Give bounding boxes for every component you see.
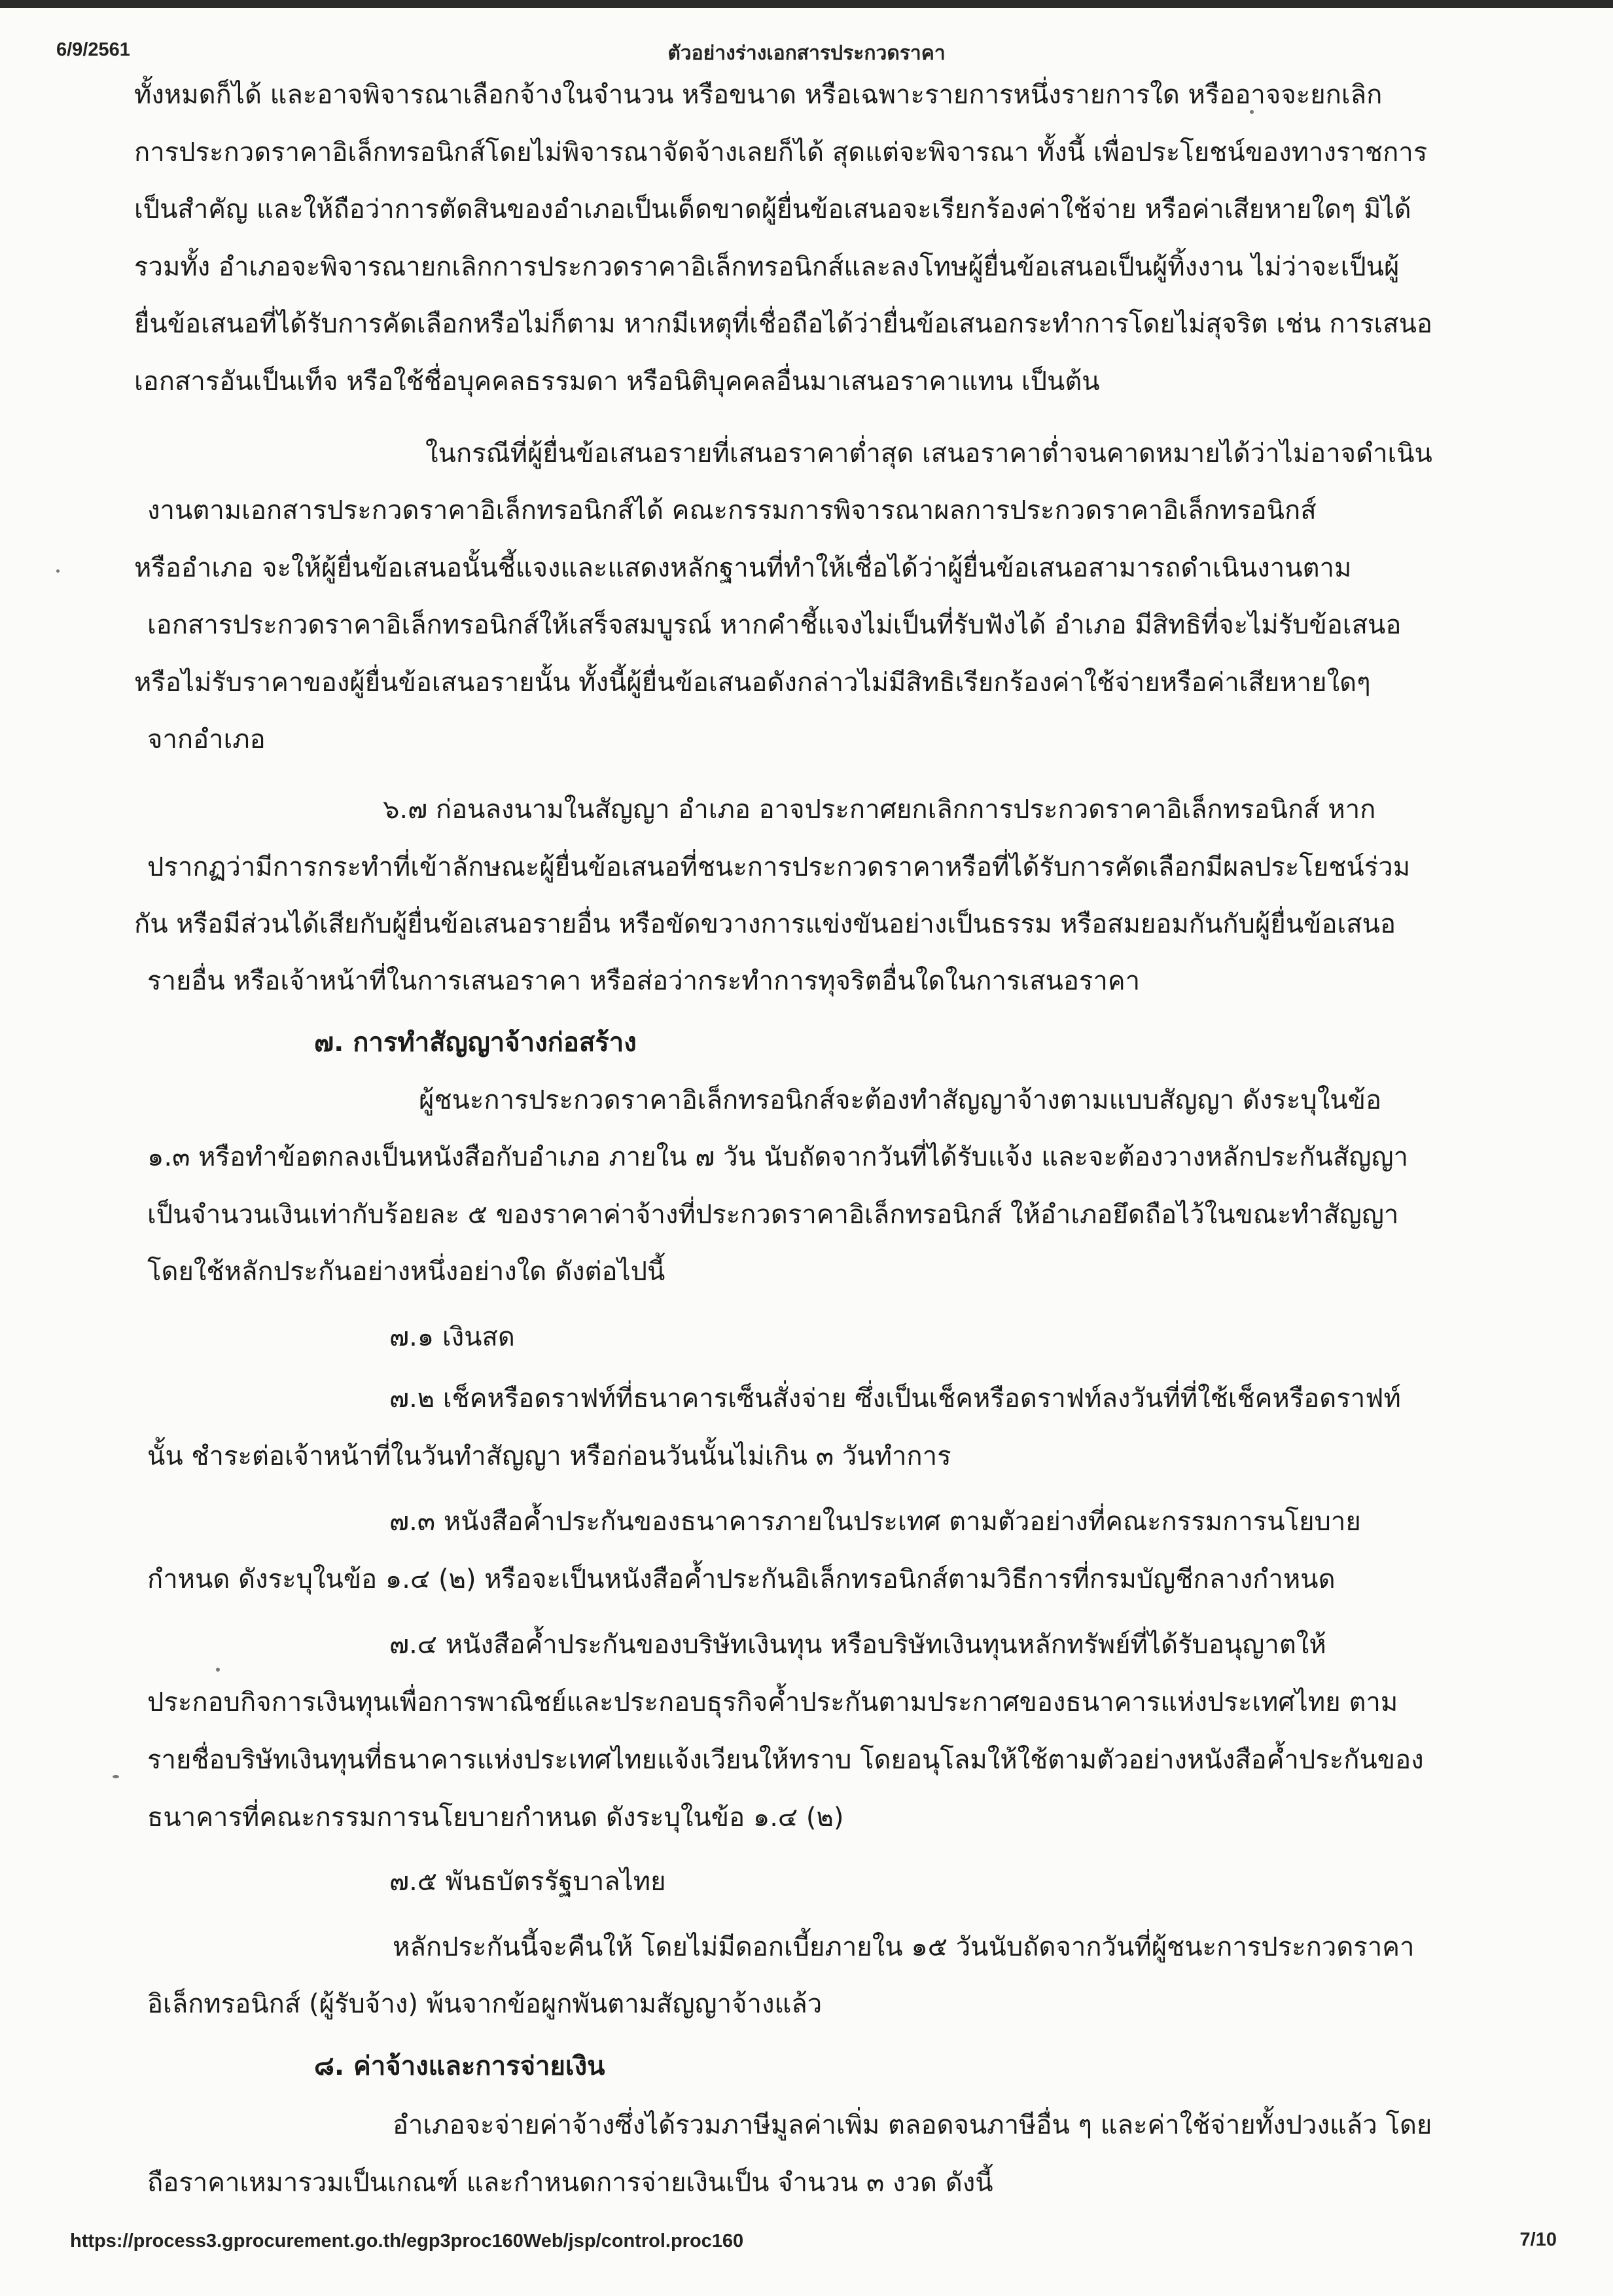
body-line: หรืออำเภอ จะให้ผู้ยื่นข้อเสนอนั้นชี้แจงและแสดงหลักฐานที่ทำให้เชื่อได้ว่าผู้ยื่นข้อเสนอสามารถดำเนินงานตาม [134, 553, 1352, 583]
body-line: เป็นจำนวนเงินเท่ากับร้อยละ ๕ ของราคาค่าจ้างที่ประกวดราคาอิเล็กทรอนิกส์ ให้อำเภอยึดถือไว้ในขณะทำสัญญา [147, 1200, 1399, 1230]
body-line: ประกอบกิจการเงินทุนเพื่อการพาณิชย์และประกอบธุรกิจค้ำประกันตามประกาศของธนาคารแห่งประเทศไทย ตาม [147, 1687, 1398, 1717]
body-line: ยื่นข้อเสนอที่ได้รับการคัดเลือกหรือไม่ก็ตาม หากมีเหตุที่เชื่อถือได้ว่ายื่นข้อเสนอกระทำการโดยไม่สุจริต เช่น การเสนอ [134, 309, 1432, 339]
body-line: รายอื่น หรือเจ้าหน้าที่ในการเสนอราคา หรือส่อว่ากระทำการทุจริตอื่นใดในการเสนอราคา [147, 966, 1141, 996]
scan-speck [216, 1668, 220, 1672]
body-line: งานตามเอกสารประกวดราคาอิเล็กทรอนิกส์ได้ คณะกรรมการพิจารณาผลการประกวดราคาอิเล็กทรอนิกส์ [147, 495, 1317, 526]
body-line: จากอำเภอ [147, 725, 266, 755]
item-7-5: ๗.๕ พันธบัตรรัฐบาลไทย [389, 1867, 666, 1897]
item-7-1: ๗.๑ เงินสด [389, 1322, 515, 1352]
body-line: รวมทั้ง อำเภอจะพิจารณายกเลิกการประกวดราคาอิเล็กทรอนิกส์และลงโทษผู้ยื่นข้อเสนอเป็นผู้ทิ้งงาน ไม่ว่าจะเป็นผู้ [134, 252, 1400, 282]
body-line: โดยใช้หลักประกันอย่างหนึ่งอย่างใด ดังต่อไปนี้ [147, 1257, 665, 1287]
scan-top-edge [0, 0, 1613, 8]
body-line: เอกสารประกวดราคาอิเล็กทรอนิกส์ให้เสร็จสมบูรณ์ หากคำชี้แจงไม่เป็นที่รับฟังได้ อำเภอ มีสิทธิที่จะไม่รับข้อเสนอ [147, 610, 1402, 640]
scan-speck [1250, 110, 1254, 114]
body-line: รายชื่อบริษัทเงินทุนที่ธนาคารแห่งประเทศไทยแจ้งเวียนให้ทราบ โดยอนุโลมให้ใช้ตามตัวอย่างหนังสือค้ำประกันของ [147, 1745, 1424, 1775]
source-url: https://process3.gprocurement.go.th/egp3proc160Web/jsp/control.proc160 [70, 2231, 744, 2251]
document-title: ตัวอย่างร่างเอกสารประกวดราคา [667, 42, 946, 65]
body-line: ถือราคาเหมารวมเป็นเกณฑ์ และกำหนดการจ่ายเงินเป็น จำนวน ๓ งวด ดังนี้ [147, 2168, 993, 2198]
item-7-2: ๗.๒ เช็คหรือดราฟท์ที่ธนาคารเซ็นสั่งจ่าย ซึ่งเป็นเช็คหรือดราฟท์ลงวันที่ที่ใช้เช็คหรือดราฟท์ [389, 1384, 1401, 1414]
heading-section-7: ๗. การทำสัญญาจ้างก่อสร้าง [314, 1028, 637, 1058]
body-line: เอกสารอันเป็นเท็จ หรือใช้ชื่อบุคคลธรรมดา หรือนิติบุคคลอื่นมาเสนอราคาแทน เป็นต้น [134, 367, 1100, 397]
scan-speck [56, 569, 60, 573]
page-number: 7/10 [1519, 2229, 1557, 2250]
body-line: ทั้งหมดก็ได้ และอาจพิจารณาเลือกจ้างในจำนวน หรือขนาด หรือเฉพาะรายการหนึ่งรายการใด หรืออาจจะยกเลิก [134, 80, 1383, 110]
body-line: ธนาคารที่คณะกรรมการนโยบายกำหนด ดังระบุในข้อ ๑.๔ (๒) [147, 1803, 844, 1833]
body-line: ปรากฏว่ามีการกระทำที่เข้าลักษณะผู้ยื่นข้อเสนอที่ชนะการประกวดราคาหรือที่ได้รับการคัดเลือกมีผลประโยชน์ร่วม [147, 852, 1411, 882]
body-line: นั้น ชำระต่อเจ้าหน้าที่ในวันทำสัญญา หรือก่อนวันนั้นไม่เกิน ๓ วันทำการ [147, 1441, 951, 1471]
heading-section-8: ๘. ค่าจ้างและการจ่ายเงิน [314, 2051, 605, 2081]
item-7-3: ๗.๓ หนังสือค้ำประกันของธนาคารภายในประเทศ ตามตัวอย่างที่คณะกรรมการนโยบาย [389, 1507, 1361, 1537]
body-line: ในกรณีที่ผู้ยื่นข้อเสนอรายที่เสนอราคาต่ำสุด เสนอราคาต่ำจนคาดหมายได้ว่าไม่อาจดำเนิน [425, 439, 1432, 469]
body-line: ๑.๓ หรือทำข้อตกลงเป็นหนังสือกับอำเภอ ภายใน ๗ วัน นับถัดจากวันที่ได้รับแจ้ง และจะต้องวางหลักประกันสัญญา [147, 1142, 1408, 1172]
body-line: หลักประกันนี้จะคืนให้ โดยไม่มีดอกเบี้ยภายใน ๑๕ วันนับถัดจากวันที่ผู้ชนะการประกวดราคา [393, 1932, 1415, 1962]
body-line: อิเล็กทรอนิกส์ (ผู้รับจ้าง) พ้นจากข้อผูกพันตามสัญญาจ้างแล้ว [147, 1989, 823, 2019]
scan-speck [113, 1775, 119, 1778]
body-line: ผู้ชนะการประกวดราคาอิเล็กทรอนิกส์จะต้องทำสัญญาจ้างตามแบบสัญญา ดังระบุในข้อ [419, 1085, 1382, 1115]
body-line: หรือไม่รับราคาของผู้ยื่นข้อเสนอรายนั้น ทั้งนี้ผู้ยื่นข้อเสนอดังกล่าวไม่มีสิทธิเรียกร้องค่าใช้จ่ายหรือค่าเสียหายใดๆ [134, 668, 1371, 698]
item-7-4: ๗.๔ หนังสือค้ำประกันของบริษัทเงินทุน หรือบริษัทเงินทุนหลักทรัพย์ที่ได้รับอนุญาตให้ [389, 1630, 1326, 1660]
section-6-7: ๖.๗ ก่อนลงนามในสัญญา อำเภอ อาจประกาศยกเลิกการประกวดราคาอิเล็กทรอนิกส์ หาก [383, 795, 1376, 825]
body-line: อำเภอจะจ่ายค่าจ้างซึ่งได้รวมภาษีมูลค่าเพิ่ม ตลอดจนภาษีอื่น ๆ และค่าใช้จ่ายทั้งปวงแล้ว โดย [393, 2110, 1432, 2140]
body-line: การประกวดราคาอิเล็กทรอนิกส์โดยไม่พิจารณาจัดจ้างเลยก็ได้ สุดแต่จะพิจารณา ทั้งนี้ เพื่อประโยชน์ของทางราชการ [134, 137, 1428, 168]
body-line: เป็นสำคัญ และให้ถือว่าการตัดสินของอำเภอเป็นเด็ดขาดผู้ยื่นข้อเสนอจะเรียกร้องค่าใช้จ่าย หรือค่าเสียหายใดๆ มิได้ [134, 194, 1411, 224]
body-line: กำหนด ดังระบุในข้อ ๑.๔ (๒) หรือจะเป็นหนังสือค้ำประกันอิเล็กทรอนิกส์ตามวิธีการที่กรมบัญชีกลางกำหนด [147, 1564, 1336, 1594]
print-date: 6/9/2561 [56, 39, 130, 60]
body-line: กัน หรือมีส่วนได้เสียกับผู้ยื่นข้อเสนอรายอื่น หรือขัดขวางการแข่งขันอย่างเป็นธรรม หรือสมยอมกันกับผู้ยื่นข้อเสนอ [134, 909, 1396, 939]
